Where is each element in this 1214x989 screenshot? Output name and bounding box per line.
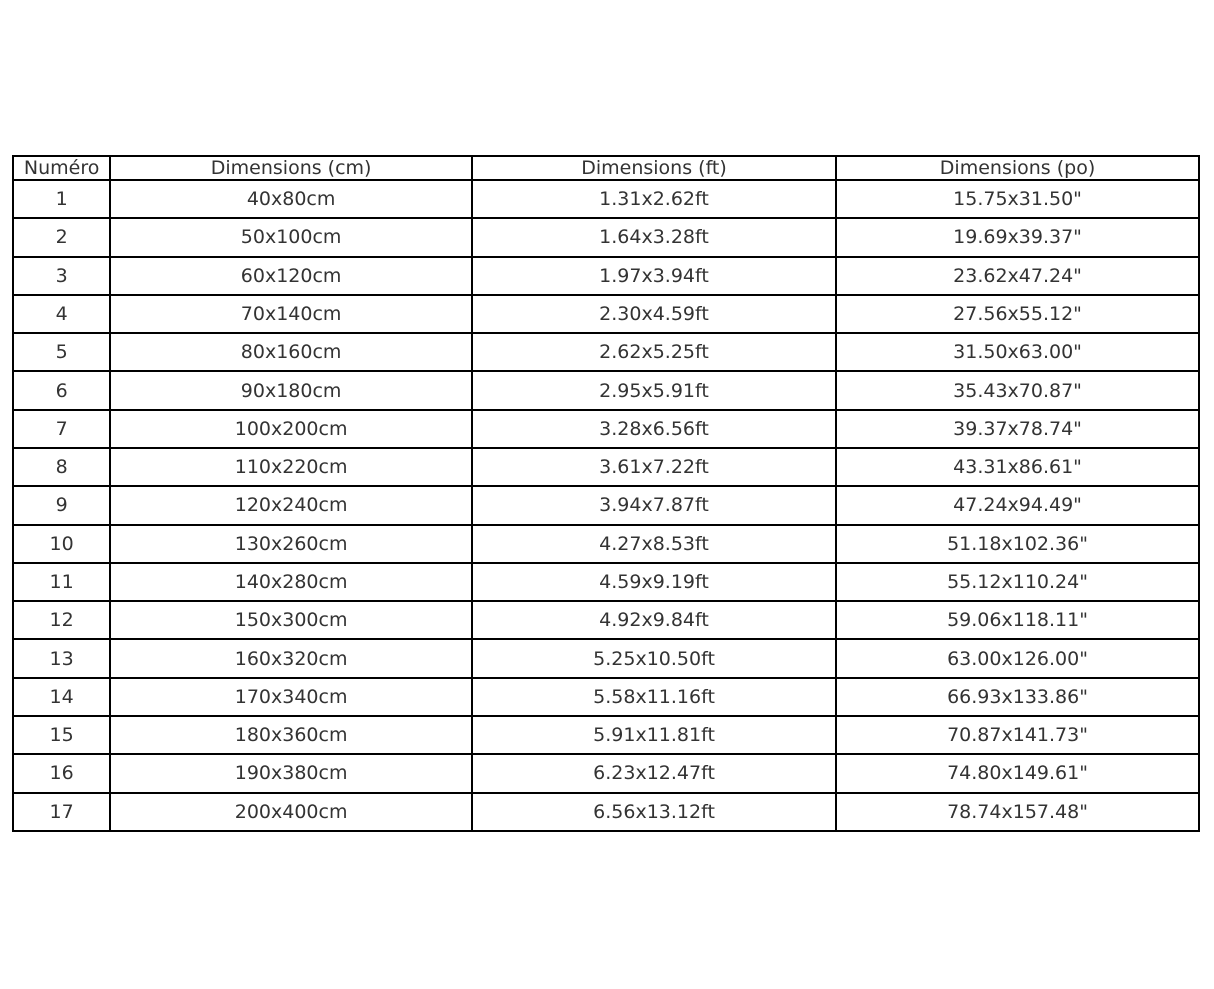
dimensions-cm-cell: 130x260cm [110, 525, 472, 563]
table-row [13, 525, 1199, 563]
dimensions-po-cell: 15.75x31.50" [836, 180, 1199, 218]
dimensions-po-cell: 63.00x126.00" [836, 639, 1199, 677]
header-dimensions-ft: Dimensions (ft) [472, 156, 836, 180]
dimensions-po-cell: 31.50x63.00" [836, 333, 1199, 371]
dimensions-po-cell: 39.37x78.74" [836, 410, 1199, 448]
table-row [13, 257, 1199, 295]
dimensions-po-cell: 70.87x141.73" [836, 716, 1199, 754]
row-number-cell: 6 [13, 371, 110, 409]
dimensions-ft-cell: 4.92x9.84ft [472, 601, 836, 639]
table-row [13, 754, 1199, 792]
table-row [13, 371, 1199, 409]
row-number-cell: 4 [13, 295, 110, 333]
dimensions-cm-cell: 80x160cm [110, 333, 472, 371]
row-number-cell: 3 [13, 257, 110, 295]
dimensions-po-cell: 66.93x133.86" [836, 678, 1199, 716]
dimensions-ft-cell: 4.27x8.53ft [472, 525, 836, 563]
dimensions-cm-cell: 110x220cm [110, 448, 472, 486]
table-row [13, 601, 1199, 639]
dimensions-po-cell: 51.18x102.36" [836, 525, 1199, 563]
dimensions-cm-cell: 200x400cm [110, 793, 472, 832]
row-number-cell: 10 [13, 525, 110, 563]
table-row [13, 218, 1199, 256]
dimensions-ft-cell: 2.30x4.59ft [472, 295, 836, 333]
dimensions-ft-cell: 3.28x6.56ft [472, 410, 836, 448]
row-number-cell: 7 [13, 410, 110, 448]
row-number-cell: 13 [13, 639, 110, 677]
dimensions-po-cell: 47.24x94.49" [836, 486, 1199, 524]
dimensions-cm-cell: 170x340cm [110, 678, 472, 716]
dimensions-ft-cell: 3.61x7.22ft [472, 448, 836, 486]
table-row [13, 333, 1199, 371]
dimensions-ft-cell: 5.58x11.16ft [472, 678, 836, 716]
header-row [13, 156, 1199, 180]
dimensions-conversion-table [12, 155, 1200, 832]
dimensions-ft-cell: 5.91x11.81ft [472, 716, 836, 754]
row-number-cell: 9 [13, 486, 110, 524]
header-dimensions-cm: Dimensions (cm) [110, 156, 472, 180]
table-body [13, 180, 1199, 831]
dimensions-cm-cell: 150x300cm [110, 601, 472, 639]
table-row [13, 295, 1199, 333]
table-row [13, 563, 1199, 601]
dimensions-cm-cell: 70x140cm [110, 295, 472, 333]
dimensions-po-cell: 78.74x157.48" [836, 793, 1199, 832]
dimensions-po-cell: 35.43x70.87" [836, 371, 1199, 409]
dimensions-cm-cell: 120x240cm [110, 486, 472, 524]
dimensions-ft-cell: 1.31x2.62ft [472, 180, 836, 218]
dimensions-ft-cell: 2.62x5.25ft [472, 333, 836, 371]
dimensions-po-cell: 27.56x55.12" [836, 295, 1199, 333]
row-number-cell: 2 [13, 218, 110, 256]
dimensions-cm-cell: 90x180cm [110, 371, 472, 409]
dimensions-ft-cell: 3.94x7.87ft [472, 486, 836, 524]
dimensions-po-cell: 59.06x118.11" [836, 601, 1199, 639]
dimensions-ft-cell: 2.95x5.91ft [472, 371, 836, 409]
dimensions-cm-cell: 60x120cm [110, 257, 472, 295]
dimensions-ft-cell: 1.64x3.28ft [472, 218, 836, 256]
header-dimensions-po: Dimensions (po) [836, 156, 1199, 180]
row-number-cell: 16 [13, 754, 110, 792]
dimensions-cm-cell: 140x280cm [110, 563, 472, 601]
dimensions-po-cell: 23.62x47.24" [836, 257, 1199, 295]
dimensions-po-cell: 74.80x149.61" [836, 754, 1199, 792]
table-row [13, 410, 1199, 448]
dimensions-cm-cell: 50x100cm [110, 218, 472, 256]
row-number-cell: 1 [13, 180, 110, 218]
dimensions-ft-cell: 4.59x9.19ft [472, 563, 836, 601]
table-row [13, 180, 1199, 218]
dimensions-cm-cell: 180x360cm [110, 716, 472, 754]
table-row [13, 716, 1199, 754]
table-row [13, 448, 1199, 486]
dimensions-ft-cell: 1.97x3.94ft [472, 257, 836, 295]
table-row [13, 639, 1199, 677]
dimensions-ft-cell: 5.25x10.50ft [472, 639, 836, 677]
dimensions-ft-cell: 6.23x12.47ft [472, 754, 836, 792]
dimensions-cm-cell: 40x80cm [110, 180, 472, 218]
dimensions-cm-cell: 100x200cm [110, 410, 472, 448]
dimensions-ft-cell: 6.56x13.12ft [472, 793, 836, 832]
row-number-cell: 14 [13, 678, 110, 716]
dimensions-cm-cell: 160x320cm [110, 639, 472, 677]
header-numero: Numéro [13, 156, 110, 180]
table-row [13, 678, 1199, 716]
dimensions-cm-cell: 190x380cm [110, 754, 472, 792]
row-number-cell: 17 [13, 793, 110, 832]
row-number-cell: 11 [13, 563, 110, 601]
table-row [13, 486, 1199, 524]
row-number-cell: 12 [13, 601, 110, 639]
row-number-cell: 15 [13, 716, 110, 754]
row-number-cell: 5 [13, 333, 110, 371]
row-number-cell: 8 [13, 448, 110, 486]
table-row [13, 793, 1199, 832]
dimensions-po-cell: 19.69x39.37" [836, 218, 1199, 256]
dimensions-po-cell: 43.31x86.61" [836, 448, 1199, 486]
dimensions-po-cell: 55.12x110.24" [836, 563, 1199, 601]
